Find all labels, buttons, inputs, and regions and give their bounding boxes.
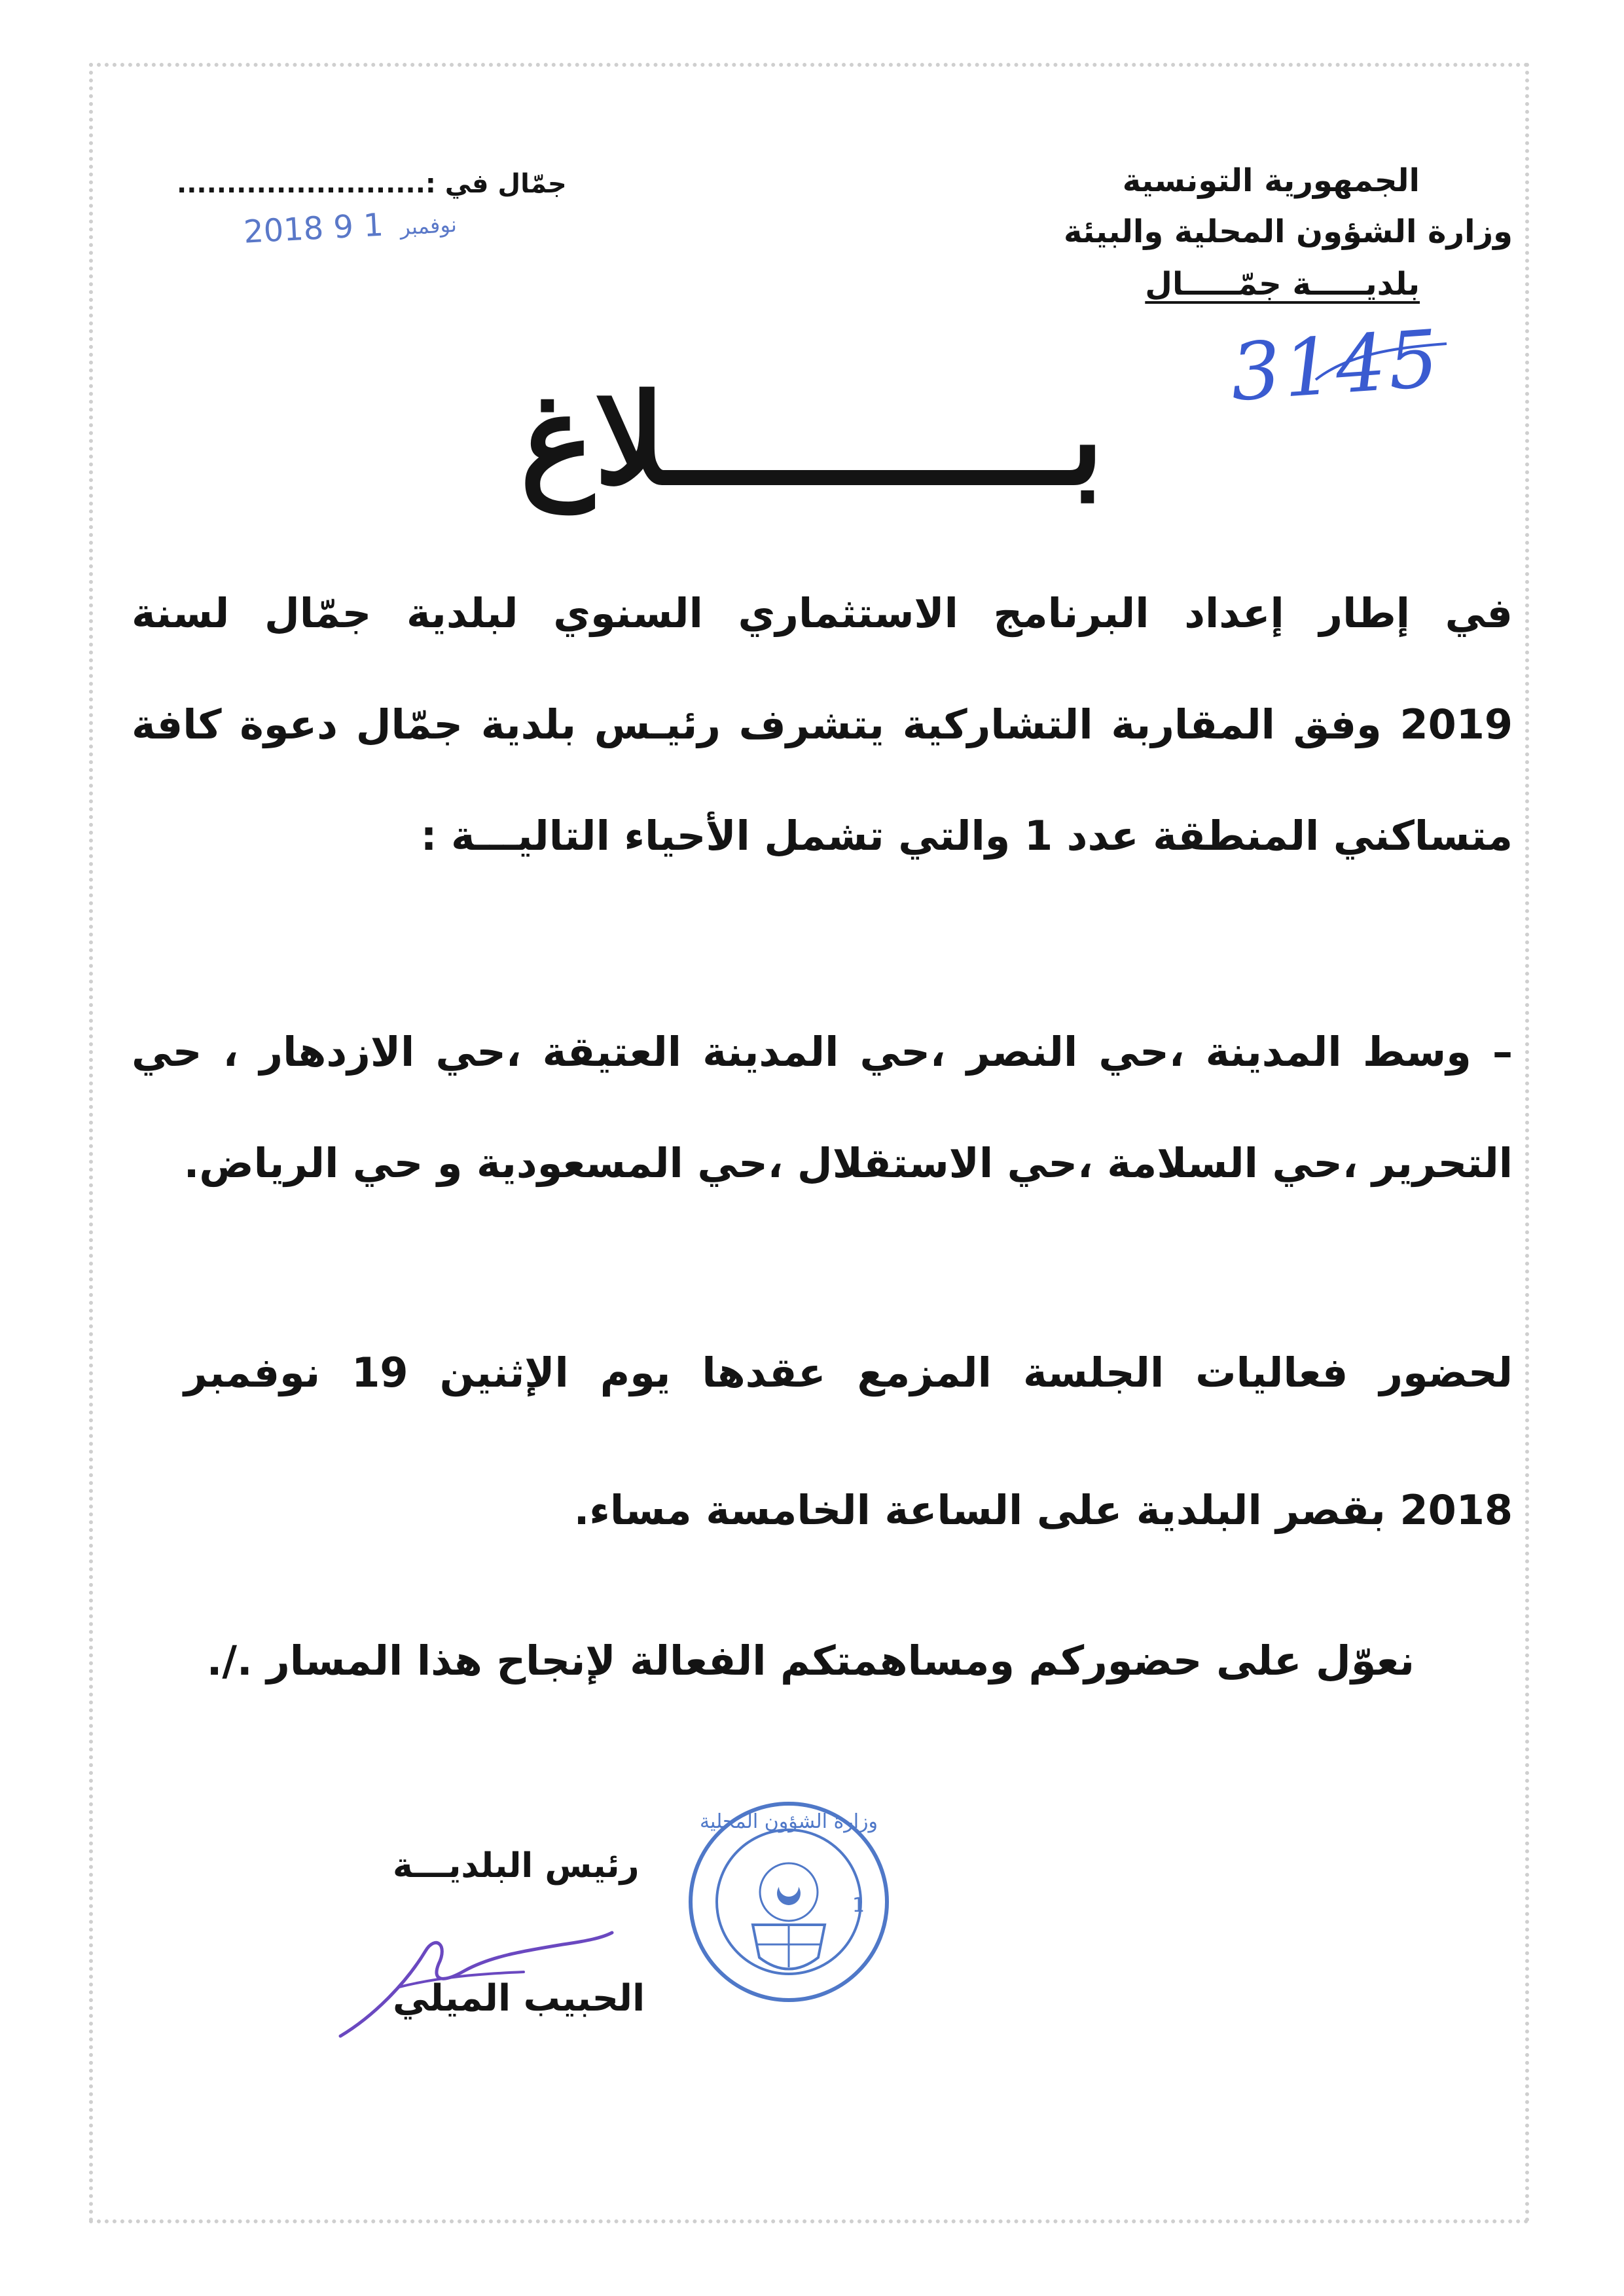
header-republic: الجمهورية التونسية xyxy=(1122,162,1420,199)
date-stamp-day: 1 9 xyxy=(332,206,385,246)
paragraph-1-line-2: 2019 وفق المقاربة التشاركية يتشرف رئيـس بلدية جمّال دعوة كافة xyxy=(132,701,1513,748)
paragraph-2-line-2: التحرير ،حي السلامة ،حي الاستقلال ،حي المسعودية و حي الرياض. xyxy=(183,1139,1513,1187)
signature-title: رئيس البلديـــة xyxy=(393,1846,640,1886)
page-title: بـــــــــــلاغ xyxy=(520,367,1104,513)
closing-line: نعوّل على حضوركم ومساهمتكم الفعالة لإنجاح هذا المسار ./. xyxy=(206,1637,1415,1685)
header-ministry: وزارة الشؤون المحلية والبيئة xyxy=(1064,213,1513,250)
city-date-line: جمّال في :......................... xyxy=(177,169,567,199)
paragraph-1-line-3: متساكني المنطقة عدد 1 والتي تشمل الأحياء التاليـــة : xyxy=(420,812,1513,860)
svg-text:1: 1 xyxy=(852,1894,865,1917)
signature-name: الحبيب الميلي xyxy=(393,1977,645,2020)
header-municipality: بلديـــــة جمّـــــال xyxy=(1145,266,1420,302)
handwritten-signature xyxy=(327,1925,615,2049)
date-stamp-year: 2018 xyxy=(242,210,325,251)
handwritten-registration-number: 3145 xyxy=(1227,313,1444,420)
date-stamp-month: نوفمبر xyxy=(399,211,458,240)
paragraph-2-line-1: – وسط المدينة ،حي النصر ،حي المدينة العتيقة ،حي الازدهار ، حي xyxy=(132,1028,1513,1076)
seal-text: وزارة الشؤون المحلية xyxy=(699,1810,878,1833)
paragraph-3-line-2: 2018 بقصر البلدية على الساعة الخامسة مساء. xyxy=(573,1486,1513,1534)
official-seal xyxy=(681,1794,897,2010)
paragraph-3-line-1: لحضور فعاليات الجلسة المزمع عقدها يوم الإثنين 19 نوفمبر xyxy=(184,1349,1513,1396)
paragraph-1-line-1: في إطار إعداد البرنامج الاستثماري السنوي لبلدية جمّال لسنة xyxy=(132,589,1513,637)
